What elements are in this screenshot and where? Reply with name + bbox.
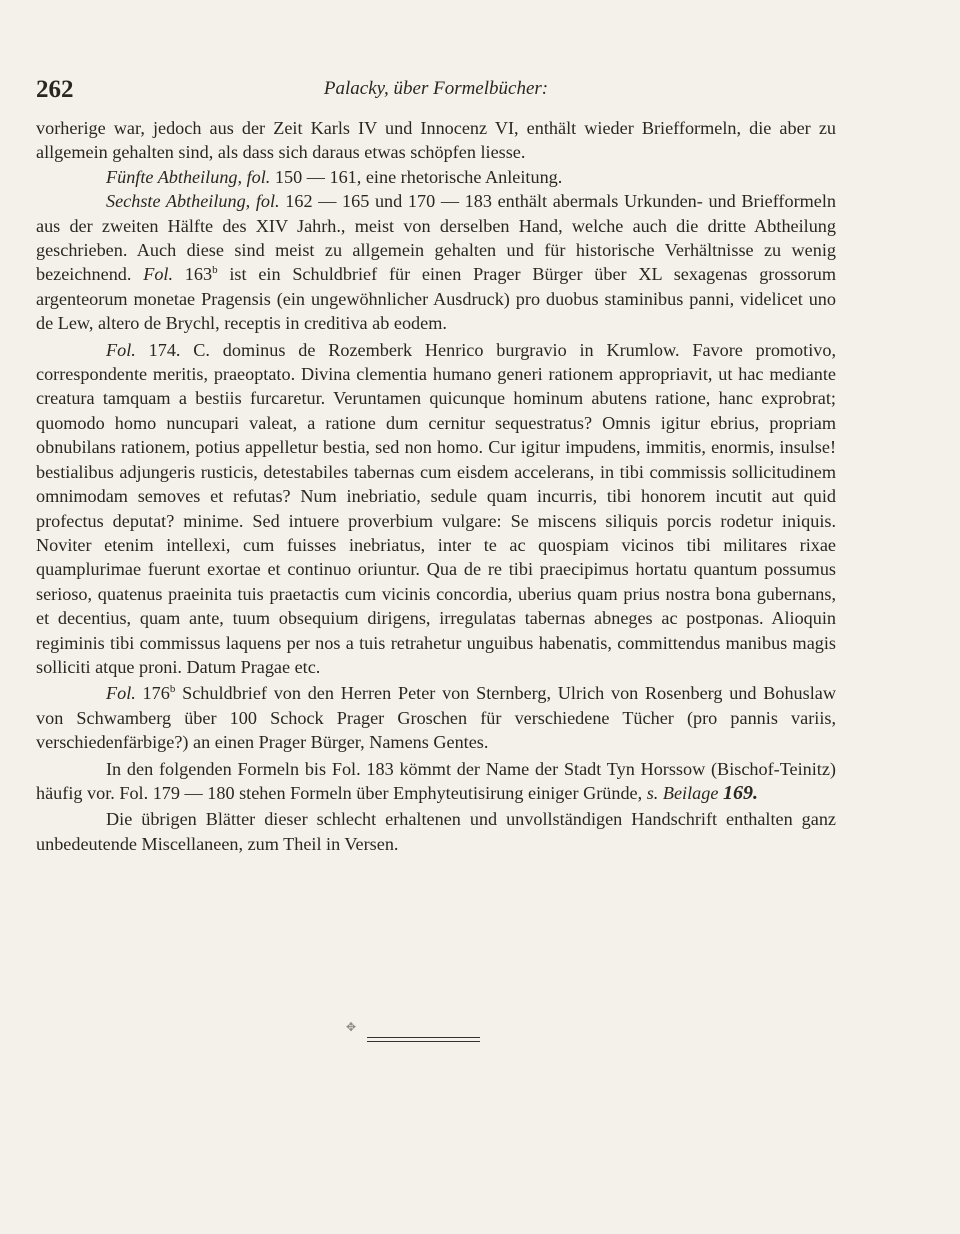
appendix-number: 169. [722,781,758,804]
paragraph-2 [36,165,836,189]
folio-number: 176 [135,683,170,704]
paragraph-text: 162 — 165 und 170 — 183 enthält abermals Urkunden- und Briefformeln aus der zweiten Hälfte des XIV Jahrh., meist von derselben Hand, welche auch die dritte Abtheilung geschrieben. Auch diese sind meist zu allgemein gehalten und für historische Verhältnisse zu wenig bezeichnend. [36,191,836,285]
paragraph-4 [36,338,836,680]
paragraph-text: ist ein Schuldbrief für einen Prager Bürger über XL sexagenas grossorum argenteorum monetae Pragensis (ein ungewöhnlicher Ausdruck) pro duobus staminibus panni, videlicet uno de Lew, altero de Brychl, receptis in creditiva ab eodem. [36,264,837,334]
folio-superscript: b [169,683,176,696]
paragraph-3 [36,189,836,335]
page-number: 262 [36,76,74,103]
section-lead: Sechste Abtheilung, fol. [106,191,280,212]
page-body [36,116,836,856]
paragraph-5 [36,681,836,754]
folio-label: Fol. [143,264,174,285]
ornament-icon: ✥ [346,1020,357,1034]
paragraph-text: vorherige war, jedoch aus der Zeit Karls IV und Innocenz VI, enthält wieder Briefformeln, die aber zu allgemein gehalten sind, als dass sich daraus etwas schöpfen liesse. [36,118,836,163]
folio-superscript: b [212,264,218,277]
paragraph-text: 174. C. dominus de Rozemberk Henrico burgravio in Krumlow. Favore promotivo, correspondente meritis, praeoptato. Divina clementia humano generi rationem appropriavit, ut hac mediante creatura tamquam a bestiis furcaretur. Veruntamen quicunque hominum abutens ratione, hanc exprobrat; quomodo homo nuncupari valeat, a ratione dum cernitur sequestratus? Omnis igitur ebrius, propriam obnubilans rationem, potius appelletur bestia, sed non homo. Cur igitur impudens, immitis, enormis, insulse! bestialibus adjungeris rusticis, detestabiles tabernas cum eisdem accelerans, in tibi commissis sollicitudinem omnimodam semoves et refutas? Num inebriatio, sedule quam incurris, tibi honorem incutit aut quid profectus deputat? minime. Sed intuere proverbium vulgare: Se miscens siliquis porcis rodetur iniquis. Noviter etenim intellexi, cum fuisses inebriatus, inter te ac quospiam vicinos tibi militares rixae quamplurimae fuerunt exortae et continuo oriuntur. Qua de re tibi praecipimus hortatu quantum possumus serioso, quatenus praeinita tuis praetactis cum vicinis concordia, uberius quam prius nostra bona gubernans, et decentius, quam ante, tuum obsequium dirigens, irregulatas tabernas abneges ac postponas. Alioquin regiminis tibi commissus laquens per nos a tuis retrahetur unguibus habenatis, committendus manibus magis solliciti atque proni. Datum Pragae etc. [36,339,836,677]
closing-double-rule [367,1037,480,1042]
paragraph-1 [36,116,836,165]
paragraph-6 [36,757,836,806]
paragraph-text: Schuldbrief von den Herren Peter von Sternberg, Ulrich von Rosenberg und Bohuslaw von Schwamberg über 100 Schock Prager Groschen für verschiedene Tücher (pro pannis variis, verschiedenfärbige?) an einen Prager Bürger, Namens Gentes. [36,683,836,753]
folio-label: Fol. [106,683,136,704]
paragraph-text: 150 — 161, eine rhetorische Anleitung. [270,166,563,187]
running-title: Palacky, über Formelbücher: [323,78,549,99]
paragraph-7 [36,807,836,856]
paragraph-text: In den folgenden Formeln bis Fol. 183 kömmt der Name der Stadt Tyn Horssow (Bischof-Teinitz) häufig vor. Fol. 179 — 180 stehen Formeln über Emphyteutisirung einiger Gründe, [36,758,836,803]
folio-number: 163 [173,264,213,285]
folio-label: Fol. [106,339,136,360]
section-lead: Fünfte Abtheilung, fol. [106,166,271,187]
page-header [36,76,836,106]
appendix-reference: s. Beilage [646,782,719,803]
paragraph-text: Die übrigen Blätter dieser schlecht erhaltenen und unvollständigen Handschrift enthalten ganz unbedeutende Miscellaneen, zum Theil in Versen. [36,809,836,854]
